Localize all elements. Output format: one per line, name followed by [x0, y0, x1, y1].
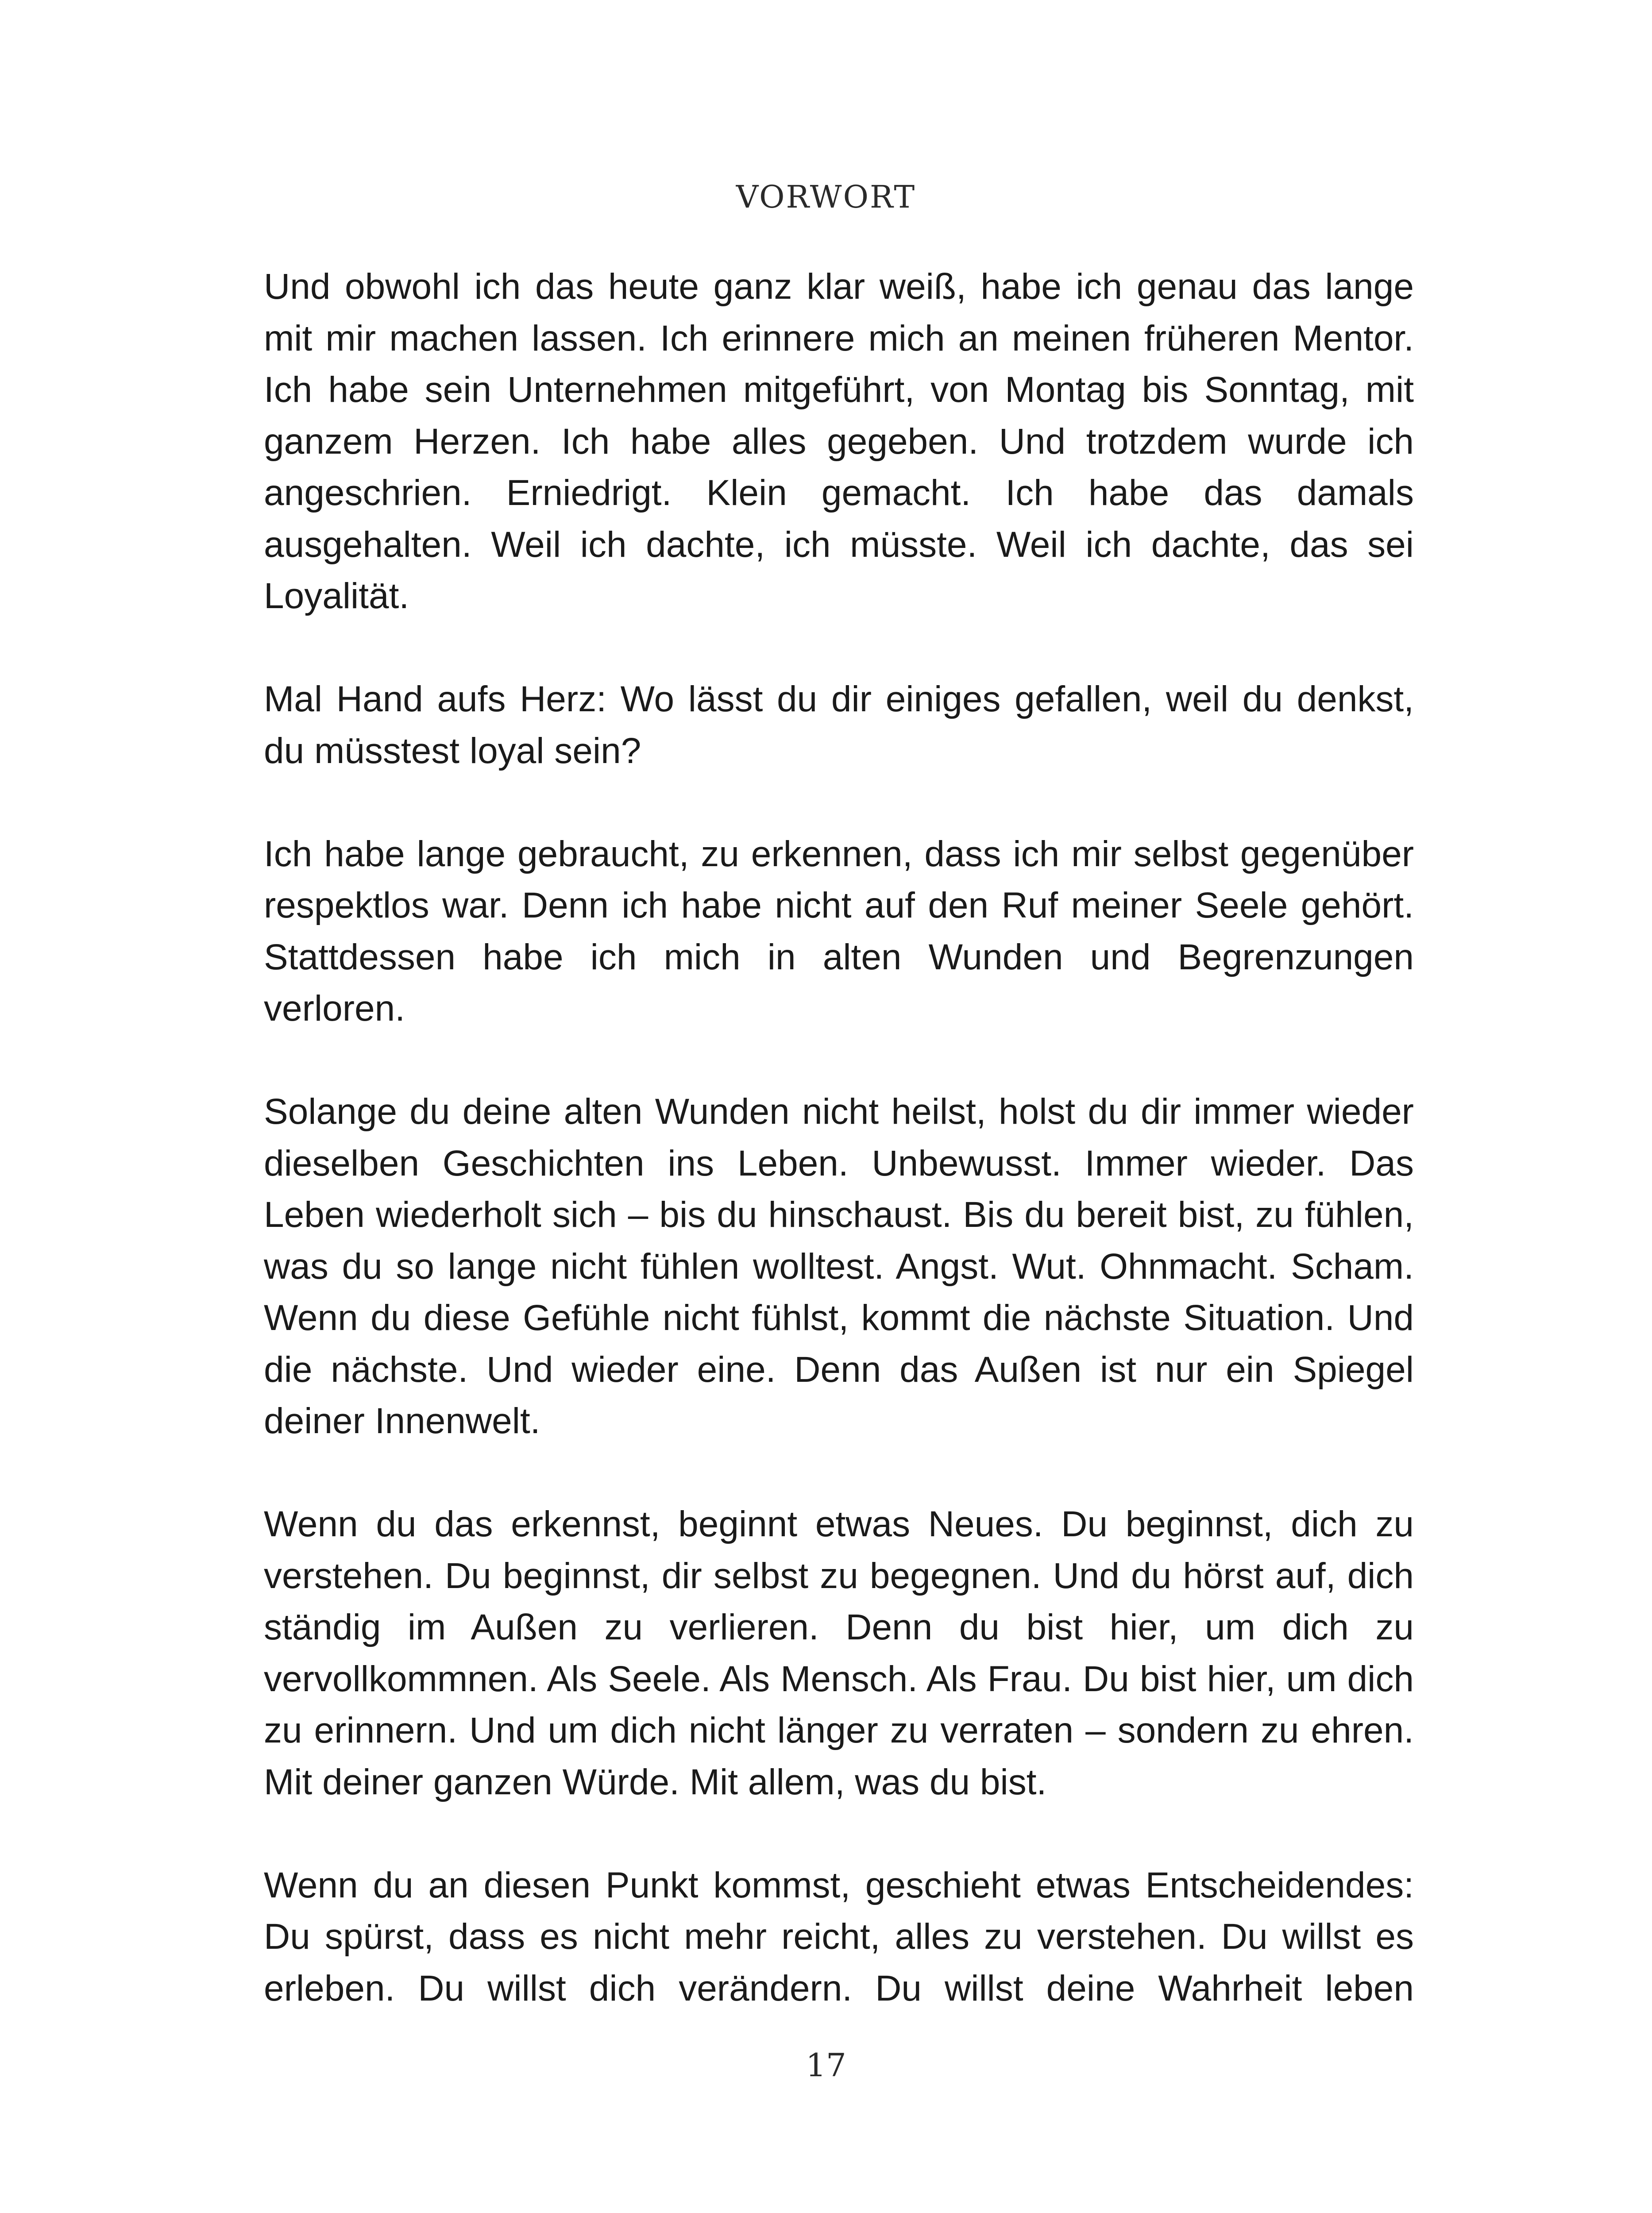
paragraph: Mal Hand aufs Herz: Wo lässt du dir einiges gefallen, weil du denkst, du müsstest loyal sein? — [264, 679, 1414, 771]
paragraph: Und obwohl ich das heute ganz klar weiß, habe ich genau das lange mit mir machen lassen. Ich erinnere mich an meinen früheren Mentor. Ich habe sein Unternehmen mitgeführt, von Montag bis Sonntag, mit ganzem Herzen. Ich habe alles gegeben. Und trotzdem wurde ich angeschrien. Erniedrigt. Klein gemacht. Ich habe das damals ausgehalten. Weil ich dachte, ich müsste. Weil ich dachte, das sei Loyalität. — [264, 266, 1414, 616]
paragraph: Wenn du an diesen Punkt kommst, geschieht etwas Entscheidendes: Du spürst, dass es nicht mehr reicht, alles zu verstehen. Du willst es erleben. Du willst dich verändern. Du willst deine Wahrheit leben — [264, 1865, 1414, 2009]
paragraph: Wenn du das erkennst, beginnt etwas Neues. Du beginnst, dich zu verstehen. Du beginnst, dir selbst zu begegnen. Und du hörst auf, dich ständig im Außen zu verlieren. Denn du bist hier, um dich zu vervollkommnen. Als Seele. Als Mensch. Als Frau. Du bist hier, um dich zu erinnern. Und um dich nicht länger zu verraten – sondern zu ehren. Mit deiner ganzen Würde. Mit allem, was du bist. — [264, 1504, 1414, 1802]
paragraph: Ich habe lange gebraucht, zu erkennen, dass ich mir selbst gegenüber respektlos war. Denn ich habe nicht auf den Ruf meiner Seele gehört. Stattdessen habe ich mich in alten Wunden und Begrenzungen verloren. — [264, 833, 1414, 1029]
body-text — [264, 261, 1414, 2014]
running-head: VORWORT — [736, 179, 916, 215]
page-number: 17 — [806, 2047, 846, 2084]
paragraph: Solange du deine alten Wunden nicht heilst, holst du dir immer wieder dieselben Geschichten ins Leben. Unbewusst. Immer wieder. Das Leben wiederholt sich – bis du hinschaust. Bis du bereit bist, zu fühlen, was du so lange nicht fühlen wolltest. Angst. Wut. Ohnmacht. Scham. Wenn du diese Gefühle nicht fühlst, kommt die nächste Situation. Und die nächste. Und wieder eine. Denn das Außen ist nur ein Spiegel deiner Innenwelt. — [264, 1091, 1414, 1441]
